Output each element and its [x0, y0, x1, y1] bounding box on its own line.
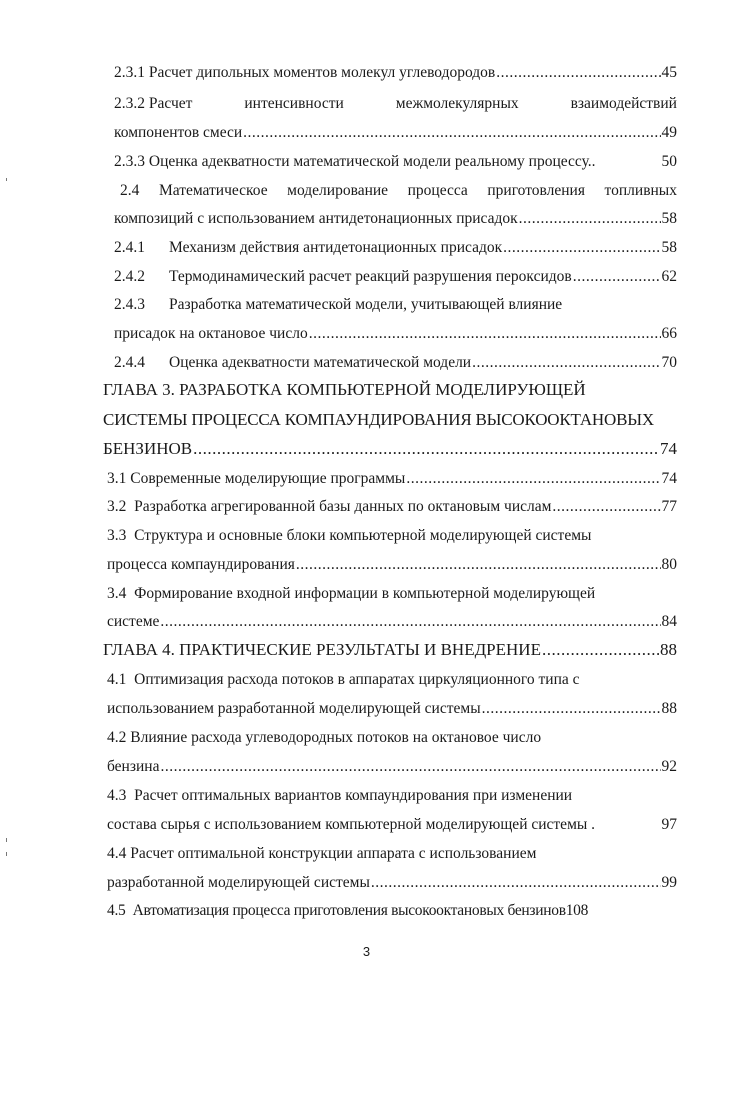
toc-entry-2-4-line2[interactable]: [114, 210, 677, 228]
dot-leader: [552, 498, 660, 516]
dot-leader: [296, 556, 661, 574]
entry-title-continued: системе: [107, 613, 160, 630]
entry-title: Оптимизация расхода потоков в аппаратах циркуляционного типа с: [134, 671, 580, 688]
entry-page: 108: [565, 902, 589, 919]
page-number: 3: [362, 944, 371, 959]
entry-number: 3.1: [107, 470, 127, 487]
entry-number: 2.4: [120, 182, 140, 199]
entry-title: Расчет дипольных моментов молекул углеводородов: [148, 64, 496, 81]
toc-entry-3-3-line2[interactable]: [107, 556, 677, 574]
entry-page: 80: [661, 556, 677, 573]
entry-word: межмолекулярных: [395, 95, 519, 112]
toc-entry-4-5[interactable]: [107, 902, 677, 920]
entry-number: 4.1: [107, 671, 127, 688]
toc-entry-4-2-line2[interactable]: [107, 758, 677, 776]
dot-leader: [371, 874, 661, 892]
entry-title: Автоматизация процесса приготовления высокооктановых бензинов: [132, 902, 566, 919]
entry-number: 3.2: [107, 498, 127, 515]
entry-title: Оценка адекватности математической модели реальному процессу..: [148, 153, 596, 170]
entry-title-continued: композиций с использованием антидетонационных присадок: [114, 210, 518, 227]
toc-entry-3-3-line1[interactable]: [107, 527, 591, 545]
dot-leader: [309, 325, 661, 343]
dot-leader: [573, 268, 661, 286]
entry-title-continued: компонентов смеси: [114, 124, 243, 141]
entry-title-continued: использованием разработанной моделирующей системы: [107, 700, 481, 717]
entry-title: Расчет оптимальных вариантов компаундирования при изменении: [134, 787, 573, 804]
toc-entry-4-3-line2[interactable]: [107, 816, 677, 834]
entry-title: Термодинамический расчет реакций разрушения пероксидов: [169, 268, 572, 285]
toc-entry-2-4-2[interactable]: [114, 268, 677, 286]
toc-entry-4-1-line1[interactable]: [107, 671, 580, 689]
toc-entry-4-1-line2[interactable]: [107, 700, 677, 718]
entry-page: 66: [661, 325, 677, 342]
dot-leader: [482, 700, 661, 718]
toc-entry-3-4-line2[interactable]: [107, 613, 677, 631]
chapter-title-continued: БЕНЗИНОВ: [103, 439, 193, 458]
dot-leader: [472, 354, 660, 372]
entry-title: Расчет оптимальной конструкции аппарата с использованием: [130, 845, 537, 862]
entry-title: Современные моделирующие программы: [130, 470, 406, 487]
dot-leader: [406, 470, 660, 488]
entry-page: 99: [661, 874, 677, 891]
entry-word: моделирование: [287, 182, 389, 199]
entry-title: Разработка агрегированной базы данных по октановым числам: [134, 498, 552, 515]
dot-leader: [160, 758, 660, 776]
entry-number: 3.3: [107, 527, 127, 544]
entry-number: 2.3.1: [114, 64, 145, 81]
entry-page: 50: [661, 153, 677, 170]
entry-page: 88: [661, 700, 677, 717]
entry-number: 3.4: [107, 585, 127, 602]
entry-page: 74: [661, 470, 677, 487]
entry-number: 4.2: [107, 729, 127, 746]
entry-number: 2.4.1: [114, 239, 145, 256]
dot-leader: [496, 64, 660, 82]
entry-page: 97: [661, 816, 677, 833]
toc-entry-4-3-line1[interactable]: [107, 787, 572, 805]
entry-page: 58: [661, 210, 677, 227]
entry-title-continued: состава сырья с использованием компьютерной моделирующей системы .: [107, 816, 596, 833]
toc-entry-3-1[interactable]: [107, 470, 677, 488]
entry-title: Структура и основные блоки компьютерной моделирующей системы: [134, 527, 592, 544]
scan-mark: [6, 838, 7, 842]
dot-leader: [519, 210, 661, 228]
toc-chapter-3-line2[interactable]: [103, 410, 654, 430]
toc-entry-3-2[interactable]: [107, 498, 677, 516]
entry-number: 4.5: [107, 902, 126, 919]
toc-chapter-4[interactable]: [103, 640, 677, 660]
toc-entry-2-4-line1[interactable]: [120, 182, 677, 200]
toc-entry-2-4-4[interactable]: [114, 354, 677, 372]
dot-leader: [542, 640, 659, 660]
entry-word: приготовления: [487, 182, 585, 199]
entry-title: Механизм действия антидетонационных присадок: [169, 239, 503, 256]
toc-entry-2-3-1[interactable]: [114, 64, 677, 82]
entry-word: топливных: [604, 182, 677, 199]
entry-title: Разработка математической модели, учитывающей влияние: [169, 296, 563, 313]
entry-page: 58: [661, 239, 677, 256]
dot-leader: [243, 124, 660, 142]
entry-number: 2.4.2: [114, 268, 145, 285]
entry-word: взаимодействий: [570, 95, 677, 112]
toc-entry-2-3-3[interactable]: [114, 153, 677, 171]
chapter-title-continued: СИСТЕМЫ ПРОЦЕССА КОМПАУНДИРОВАНИЯ ВЫСОКООКТАНОВЫХ: [103, 410, 654, 429]
entry-word: интенсивности: [244, 95, 344, 112]
dot-leader: [193, 439, 659, 459]
entry-number: 4.3: [107, 787, 127, 804]
entry-page: 84: [661, 613, 677, 630]
toc-entry-3-4-line1[interactable]: [107, 585, 595, 603]
entry-number: 2.3.3: [114, 153, 145, 170]
chapter-title: ГЛАВА 3. РАЗРАБОТКА КОМПЬЮТЕРНОЙ МОДЕЛИРУЮЩЕЙ: [103, 380, 586, 399]
entry-page: 77: [661, 498, 677, 515]
toc-entry-2-3-2-line1[interactable]: [114, 95, 677, 113]
toc-entry-4-4-line2[interactable]: [107, 874, 677, 892]
toc-entry-4-4-line1[interactable]: [107, 845, 536, 863]
entry-page: 70: [661, 354, 677, 371]
entry-number: 2.4.4: [114, 354, 145, 371]
entry-page: 74: [660, 439, 677, 458]
toc-entry-2-4-3-line1[interactable]: [114, 296, 562, 314]
toc-chapter-3-line1[interactable]: [103, 380, 586, 400]
entry-page: 62: [661, 268, 677, 285]
chapter-title: ГЛАВА 4. ПРАКТИЧЕСКИЕ РЕЗУЛЬТАТЫ И ВНЕДРЕНИЕ: [103, 640, 541, 659]
toc-entry-4-2-line1[interactable]: [107, 729, 541, 747]
entry-title-continued: разработанной моделирующей системы: [107, 874, 370, 891]
entry-word: Расчет: [148, 95, 193, 112]
entry-title: Оценка адекватности математической модели: [169, 354, 472, 371]
entry-number: 2.3.2: [114, 95, 145, 112]
scan-mark: [6, 852, 7, 856]
dot-leader: [503, 239, 660, 257]
entry-title-continued: процесса компаундирования: [107, 556, 295, 573]
entry-title-continued: бензина: [107, 758, 160, 775]
toc-entry-2-4-3-line2[interactable]: [114, 325, 677, 343]
entry-title: Формирование входной информации в компьютерной моделирующей: [134, 585, 596, 602]
toc-chapter-3-line3[interactable]: [103, 439, 677, 459]
entry-number: 4.4: [107, 845, 127, 862]
entry-word: Математическое: [158, 182, 268, 199]
entry-title-continued: присадок на октановое число: [114, 325, 308, 342]
entry-page: 49: [661, 124, 677, 141]
entry-word: процесса: [407, 182, 468, 199]
entry-page: 92: [661, 758, 677, 775]
entry-page: 88: [660, 640, 677, 659]
toc-entry-2-3-2-line2[interactable]: [114, 124, 677, 142]
toc-entry-2-4-1[interactable]: [114, 239, 677, 257]
entry-title: Влияние расхода углеводородных потоков на октановое число: [130, 729, 542, 746]
entry-page: 45: [661, 64, 677, 81]
entry-number: 2.4.3: [114, 296, 145, 313]
dot-leader: [160, 613, 660, 631]
scan-mark: [6, 178, 7, 181]
